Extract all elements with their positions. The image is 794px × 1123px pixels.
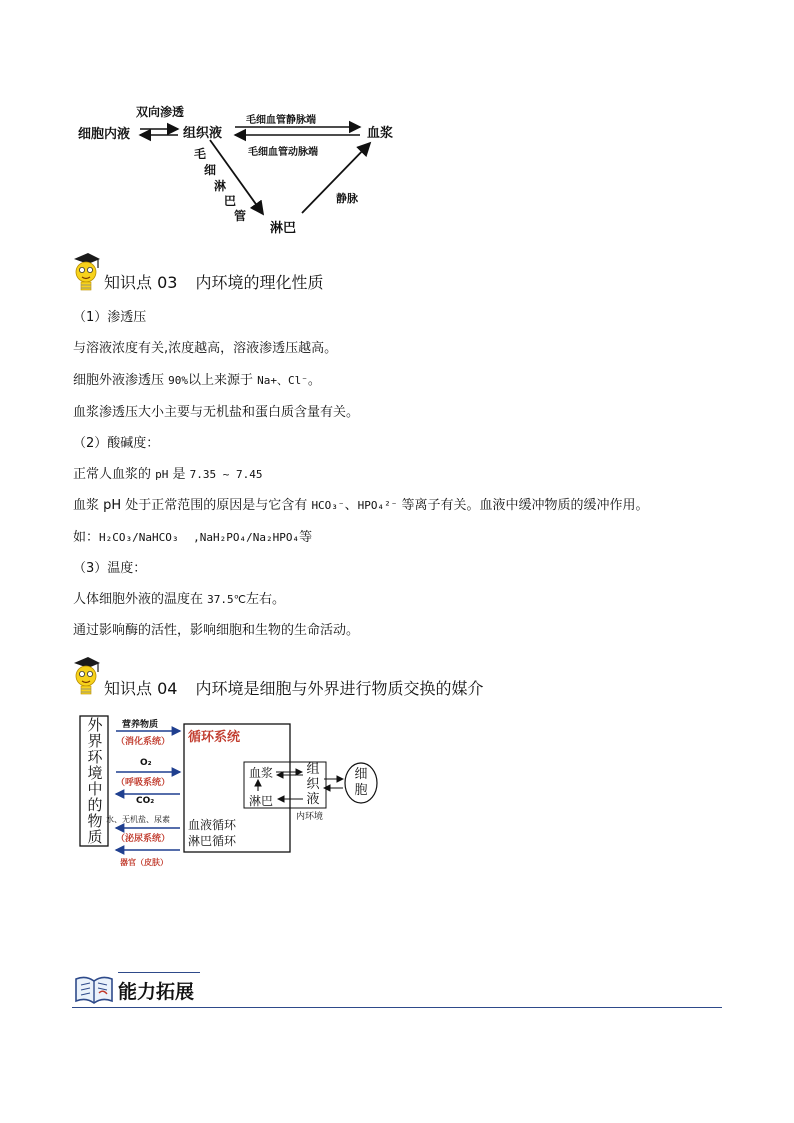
p8-pair-2: ,NaH₂PO₄/Na₂HPO₄ (186, 531, 300, 544)
scholar-icon-04 (70, 654, 102, 698)
p7-end: 等离子有关。血液中缓冲物质的缓冲作用。 (397, 498, 649, 513)
paragraph-enzyme: 通过影响酶的活性，影响细胞和生物的生命活动。 (73, 623, 360, 638)
tissue-char-1: 组 (306, 762, 320, 777)
p10-pre: 人体细胞外液的温度在 (73, 592, 208, 607)
cell-char-2: 胞 (354, 783, 368, 798)
section-04-title: 内环境是细胞与外界进行物质交换的媒介 (195, 679, 484, 698)
label-blood-circulation: 血液循环 (188, 818, 237, 832)
p3-mid: 以上来源于 (188, 373, 258, 388)
label-urinary: （泌尿系统） (116, 834, 171, 844)
label-capillary-venous: 毛细血管静脉端 (246, 115, 316, 126)
label-nutrients: 营养物质 (122, 720, 159, 730)
lymph-vessel-char-1: 毛 (194, 147, 207, 161)
p6-range: 7.35 ~ 7.45 (189, 468, 263, 481)
label-vein: 静脉 (336, 192, 358, 205)
p3-percent: 90% (168, 374, 189, 387)
label-o2: O₂ (140, 758, 152, 768)
lymph-vessel-char-4: 巴 (224, 194, 237, 208)
graduate-icon (70, 250, 102, 294)
material-exchange-diagram (72, 712, 392, 872)
label-organ-skin: 器官（皮肤） (120, 858, 168, 867)
lymph-vessel-char-3: 淋 (214, 179, 227, 193)
section-03-title: 内环境的理化性质 (195, 273, 324, 292)
outside-char-7: 物 (87, 812, 103, 830)
outside-char-3: 环 (87, 748, 103, 766)
outside-char-4: 境 (87, 764, 103, 782)
p3-ions: Na+、Cl⁻ (257, 374, 308, 387)
node-cell-fluid: 细胞内液 (78, 127, 131, 142)
paragraph-osmotic-concentration: 与溶液浓度有关,浓度越高，溶液渗透压越高。 (73, 341, 338, 356)
lymph-vessel-char-2: 细 (204, 163, 217, 177)
paragraph-ph-reason (73, 497, 648, 515)
tissue-char-2: 织 (306, 777, 320, 792)
label-circulation-system: 循环系统 (188, 730, 241, 745)
label-respiratory: （呼吸系统） (116, 778, 171, 788)
p10-end: 左右。 (245, 592, 285, 607)
label-co2: CO₂ (136, 796, 155, 806)
ability-section-rule (72, 1007, 722, 1008)
book-icon (72, 971, 116, 1007)
cell-char-1: 细 (354, 767, 368, 782)
label-bidirectional: 双向渗透 (136, 105, 185, 119)
tissue-char-3: 液 (306, 792, 320, 807)
label-waste: 水、无机盐、尿素 (106, 815, 170, 824)
paragraph-osmotic-source (73, 372, 321, 390)
node-tissue-fluid: 组织液 (183, 126, 223, 141)
node-plasma: 血浆 (249, 766, 274, 780)
label-digestive: （消化系统） (116, 737, 171, 747)
node-plasma: 血浆 (367, 126, 394, 141)
p7-sep: 、 (344, 498, 358, 513)
node-tissue-fluid (306, 762, 320, 807)
label-lymph-circulation: 淋巴循环 (188, 834, 237, 848)
ability-title-overline (118, 972, 200, 973)
p6-mid: 是 (168, 467, 190, 482)
open-book-icon (72, 971, 116, 1007)
paragraph-ph-heading: （2）酸碱度： (73, 436, 160, 451)
node-lymph: 淋巴 (270, 221, 297, 236)
p7-ion-1: HCO₃⁻ (311, 499, 345, 512)
label-capillary-arterial: 毛细血管动脉端 (248, 147, 318, 158)
p8-end: 等 (299, 530, 313, 545)
section-03-heading (104, 272, 323, 294)
paragraph-plasma-osmotic: 血浆渗透压大小主要与无机盐和蛋白质含量有关。 (73, 405, 360, 420)
p6-ph: pH (155, 468, 169, 481)
p3-pre: 细胞外液渗透压 (73, 373, 169, 388)
scholar-icon-03 (70, 250, 102, 294)
paragraph-temp-heading: （3）温度： (73, 561, 147, 576)
outside-char-1: 外 (87, 716, 103, 734)
p8-pre: 如： (73, 530, 100, 545)
node-cell (353, 767, 369, 799)
paragraph-buffer-examples (73, 529, 312, 547)
outside-char-8: 质 (87, 828, 103, 846)
section-04-number: 知识点 04 (104, 679, 178, 698)
p6-pre: 正常人血浆的 (73, 467, 156, 482)
p10-value: 37.5℃ (207, 593, 246, 606)
p8-pair-1: H₂CO₃/NaHCO₃ (99, 531, 179, 544)
label-internal-env: 内环境 (296, 812, 324, 822)
node-lymph: 淋巴 (249, 794, 274, 808)
paragraph-osmotic-heading: （1）渗透压 (73, 310, 147, 325)
p7-pre: 血浆 pH 处于正常范围的原因是与它含有 (73, 498, 312, 513)
p3-end: 。 (307, 373, 321, 388)
graduate-icon (70, 654, 102, 698)
paragraph-temperature (73, 591, 285, 609)
p7-ion-2: HPO₄²⁻ (357, 499, 398, 512)
outside-char-6: 的 (87, 796, 103, 814)
ability-section-title: 能力拓展 (118, 981, 195, 1003)
section-04-heading (104, 678, 483, 700)
outside-env-label (85, 717, 105, 845)
fluid-exchange-diagram (70, 95, 410, 240)
lymph-vessel-char-5: 管 (234, 209, 247, 223)
outside-char-2: 界 (87, 732, 103, 750)
section-03-number: 知识点 03 (104, 273, 178, 292)
outside-char-5: 中 (87, 780, 103, 798)
paragraph-ph-range (73, 466, 263, 484)
